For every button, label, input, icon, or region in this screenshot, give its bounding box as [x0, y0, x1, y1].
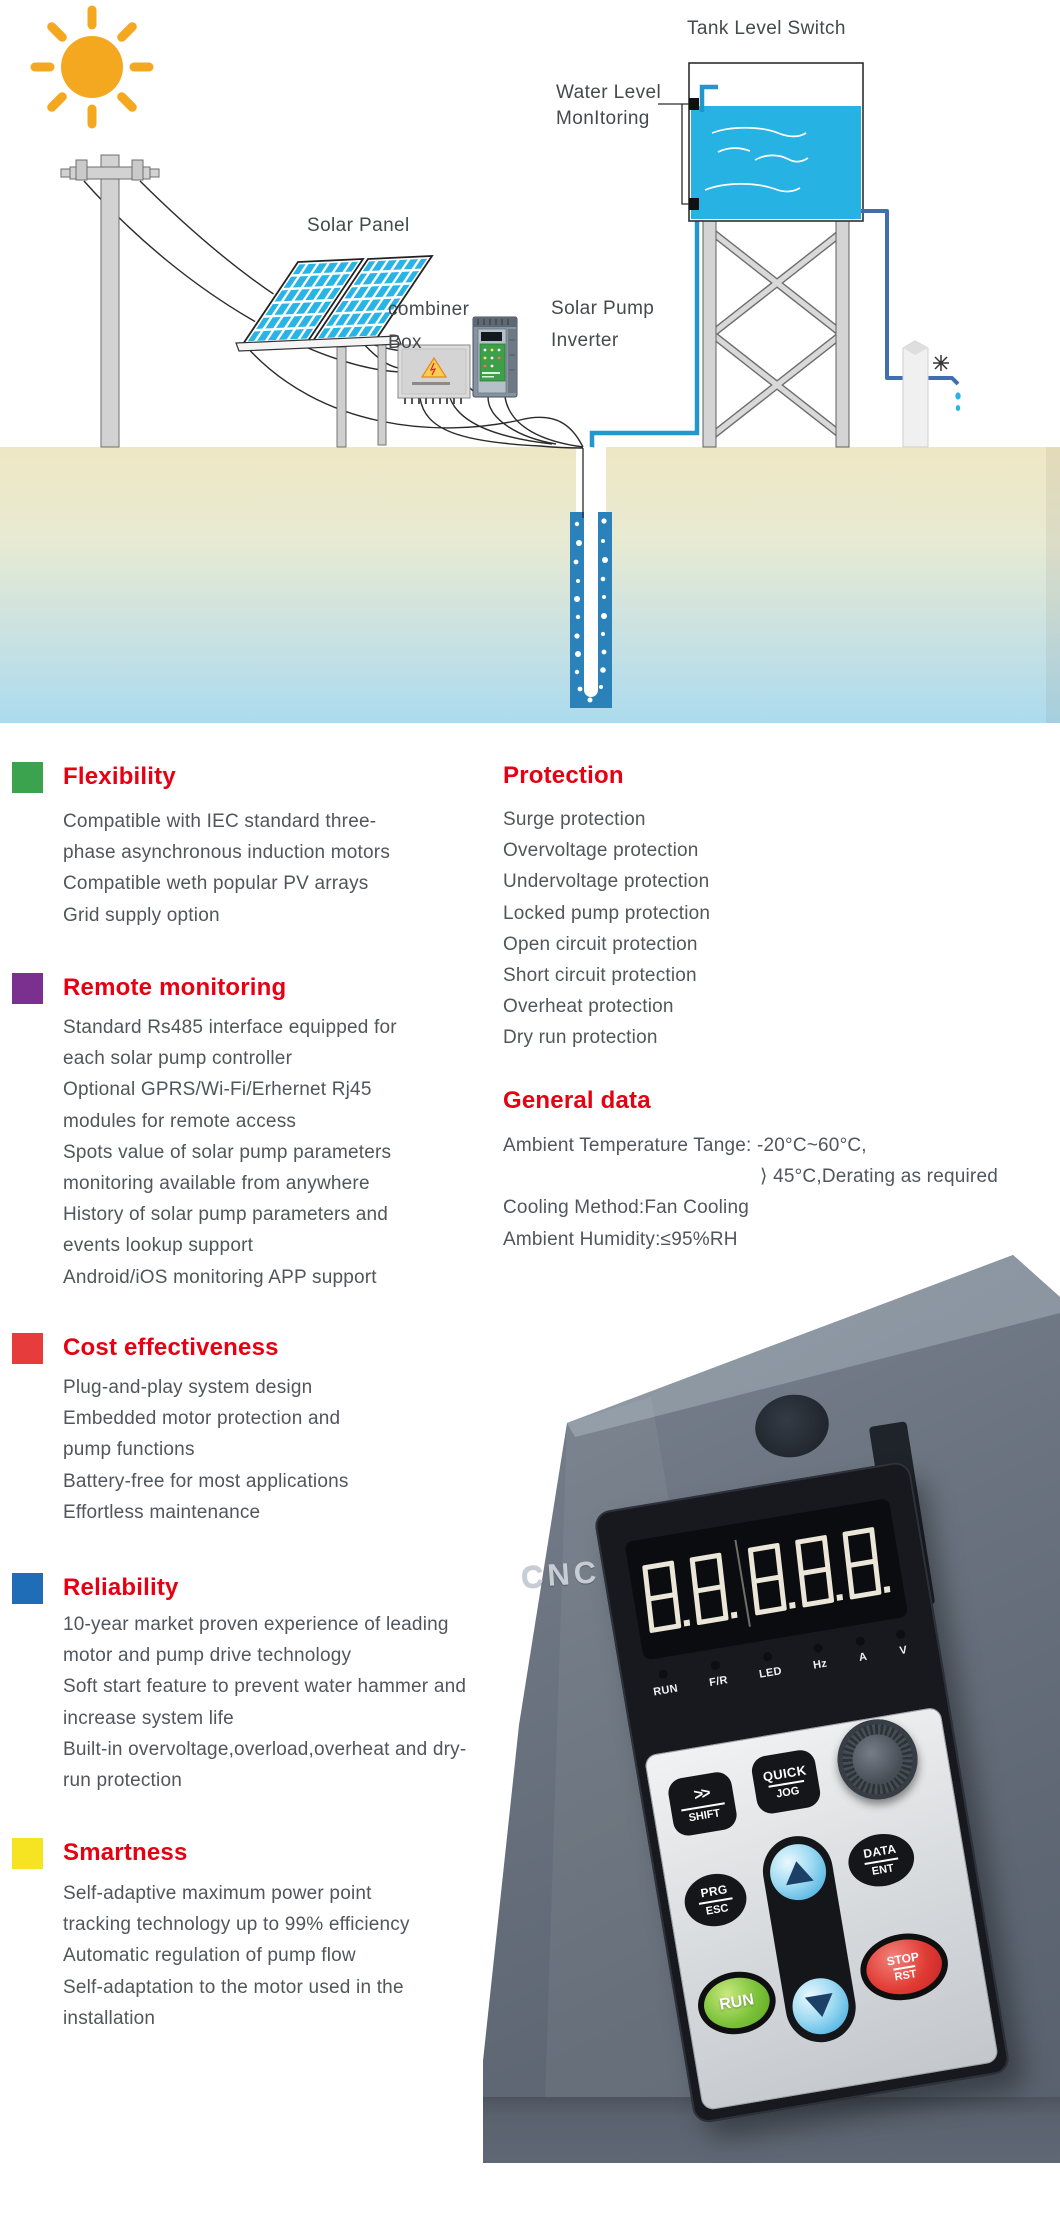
combiner-box-label: combiner Box [388, 299, 470, 353]
body-line: installation [63, 2007, 156, 2029]
body-line: each solar pump controller [63, 1048, 293, 1070]
inverter-product-photo [483, 1255, 1060, 2163]
body-line: run protection [63, 1769, 182, 1791]
body-line: Embedded motor protection and [63, 1408, 341, 1430]
section-title-smartness: Smartness [63, 1839, 188, 1866]
body-line: History of solar pump parameters and [63, 1204, 389, 1226]
sun-icon [35, 10, 149, 124]
stand-post [903, 341, 928, 447]
section-title-reliability: Reliability [63, 1574, 179, 1601]
a-led [855, 1636, 865, 1646]
up-arrow-button [766, 1840, 830, 1904]
sensor-wire [658, 104, 689, 204]
body-line: 10-year market proven experience of leading [63, 1614, 449, 1635]
down-arrow-icon [805, 1993, 836, 2019]
shift-button: >> SHIFT [666, 1770, 739, 1838]
body-line: Soft start feature to prevent water hammer and [63, 1676, 467, 1698]
body-line: Automatic regulation of pump flow [63, 1945, 356, 1967]
body-line: Standard Rs485 interface equipped for [63, 1017, 397, 1038]
potentiometer-knob [832, 1713, 924, 1805]
indicator-row: RUN F/R LED Hz A V [650, 1629, 909, 1698]
body-line: phase asynchronous induction motors [63, 842, 391, 864]
body-line: Undervoltage protection [503, 871, 710, 893]
hz-led [812, 1643, 822, 1653]
body-line: Self-adaptation to the motor used in the [63, 1976, 404, 1998]
body-line: increase system life [63, 1707, 234, 1729]
tank-tower [703, 221, 849, 447]
body-line: Overheat protection [503, 996, 674, 1018]
section-title-protection: Protection [503, 762, 624, 789]
quick-jog-button: QUICK JOG [750, 1748, 823, 1816]
body-line: Dry run protection [503, 1027, 658, 1049]
section-body-cost-effectiveness [63, 1372, 349, 1528]
body-line: pump functions [63, 1439, 195, 1461]
ground [0, 447, 1060, 723]
water-drop [956, 405, 960, 411]
level-sensor-low [689, 198, 699, 210]
fr-led [711, 1660, 721, 1670]
section-body-reliability [63, 1609, 466, 1796]
section-body-general-data [503, 1130, 998, 1255]
led-led [763, 1651, 773, 1661]
down-arrow-button [788, 1974, 852, 2038]
body-line: Ambient Temperature Tange: -20°C~60°C, [503, 1135, 867, 1156]
body-line: Compatible weth popular PV arrays [63, 873, 369, 895]
body-line: modules for remote access [63, 1110, 297, 1132]
body-line: Android/iOS monitoring APP support [63, 1266, 377, 1288]
body-line: Effortless maintenance [63, 1501, 261, 1523]
body-line: Grid supply option [63, 904, 220, 926]
body-line: Surge protection [503, 809, 646, 830]
stop-rst-button: STOP RST [855, 1927, 953, 2007]
body-line: Overvoltage protection [503, 840, 699, 862]
run-button: RUN [693, 1966, 780, 2040]
water-drop [955, 392, 960, 399]
brand-logo: CNC [519, 1554, 602, 1595]
run-led [658, 1669, 668, 1679]
up-arrow-icon [782, 1859, 813, 1885]
body-line: Locked pump protection [503, 902, 711, 924]
body-line: Optional GPRS/Wi-Fi/Erhernet Rj45 [63, 1079, 372, 1101]
section-body-flexibility [63, 806, 390, 931]
bullet-smartness [12, 1838, 43, 1869]
section-body-protection [503, 804, 710, 1054]
level-sensor-high [689, 98, 699, 110]
section-body-remote-monitoring [63, 1012, 397, 1293]
bullet-flexibility [12, 762, 43, 793]
utility-pole [61, 155, 159, 447]
section-title-general-data: General data [503, 1087, 651, 1114]
body-line: motor and pump drive technology [63, 1645, 352, 1667]
section-title-flexibility: Flexibility [63, 763, 176, 790]
water-level-label: Water Level MonItoring [556, 82, 662, 129]
section-title-remote-monitoring: Remote monitoring [63, 974, 287, 1001]
outlet-and-tap [861, 211, 961, 447]
body-line: Battery-free for most applications [63, 1470, 349, 1492]
section-title-cost-effectiveness: Cost effectiveness [63, 1334, 279, 1361]
tap-icon [933, 355, 949, 371]
body-line: Spots value of solar pump parameters [63, 1141, 392, 1163]
section-body-smartness [63, 1878, 410, 2034]
bullet-remote-monitoring [12, 973, 43, 1004]
solar-panel-label: Solar Panel [307, 215, 410, 236]
data-ent-button: DATA ENT [844, 1829, 918, 1891]
keypad-panel [644, 1706, 999, 2111]
water-tank [658, 63, 863, 221]
body-line: Short circuit protection [503, 964, 697, 986]
inverter-device [473, 317, 517, 397]
body-line: Cooling Method:Fan Cooling [503, 1197, 750, 1219]
body-line: monitoring available from anywhere [63, 1172, 370, 1194]
body-line: Built-in overvoltage,overload,overheat and dry- [63, 1738, 467, 1760]
tank-level-label: Tank Level Switch [687, 18, 846, 39]
body-line: Self-adaptive maximum power point [63, 1883, 372, 1904]
body-line: tracking technology up to 99% efficiency [63, 1914, 410, 1936]
arrow-capsule [758, 1831, 861, 2048]
body-line: Plug-and-play system design [63, 1377, 313, 1398]
prg-esc-button: PRG ESC [681, 1869, 751, 1931]
system-diagram [0, 0, 1060, 730]
body-line: Open circuit protection [503, 933, 698, 955]
body-line: Compatible with IEC standard three- [63, 811, 377, 832]
inverter-label: Solar Pump Inverter [551, 298, 655, 351]
bullet-reliability [12, 1573, 43, 1604]
v-led [896, 1629, 906, 1639]
bullet-cost-effectiveness [12, 1333, 43, 1364]
body-line: ⟩ 45°C,Derating as required [760, 1166, 998, 1188]
well-pipe [584, 447, 598, 697]
solar-panel-legs [337, 341, 386, 447]
body-line: Ambient Humidity:≤95%RH [503, 1228, 738, 1250]
body-line: events lookup support [63, 1235, 254, 1257]
